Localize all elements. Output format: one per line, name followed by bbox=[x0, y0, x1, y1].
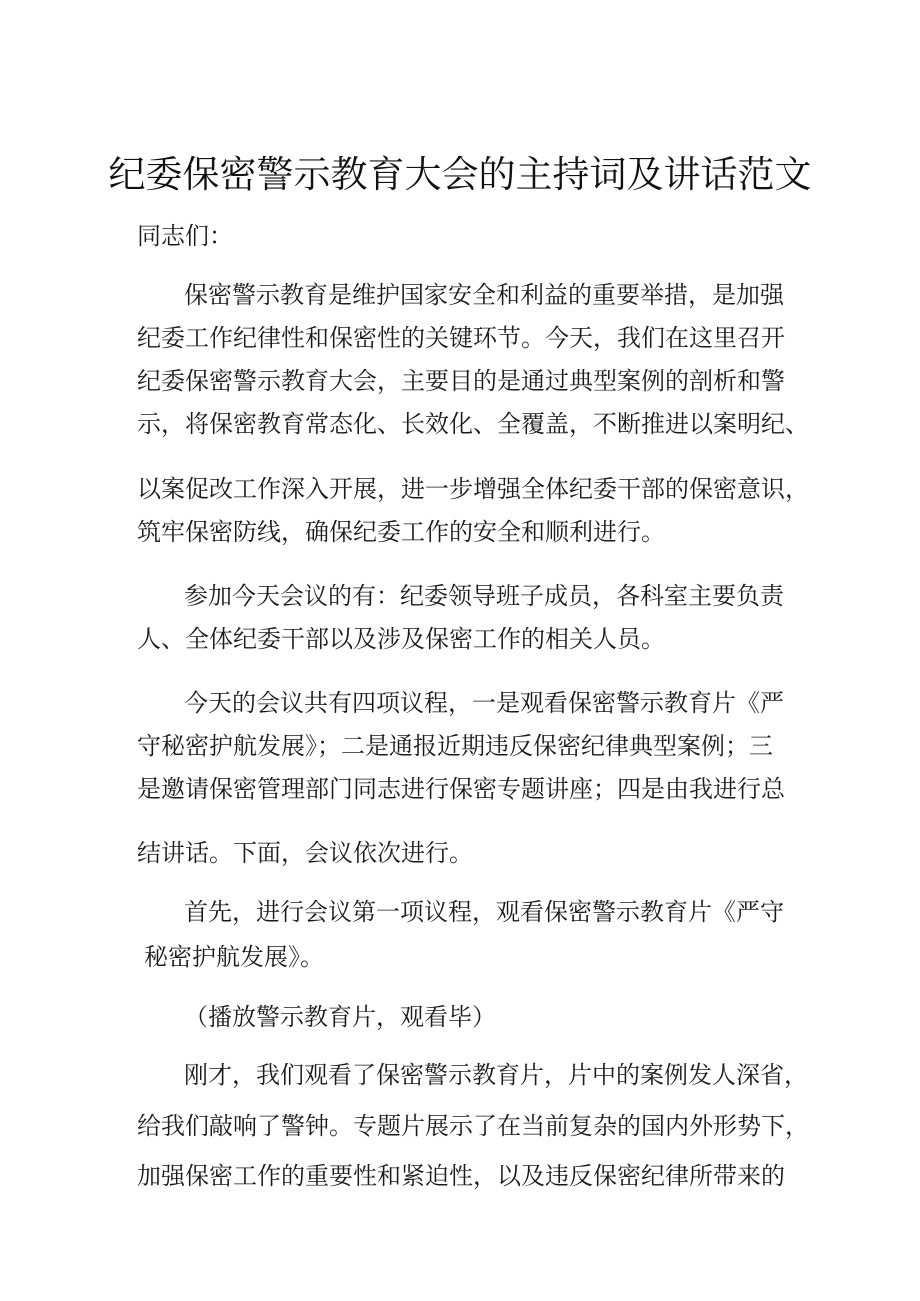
paragraph-line: （播放警示教育片，观看毕） bbox=[184, 1003, 496, 1031]
document-title: 纪委保密警示教育大会的主持词及讲话范文 bbox=[108, 153, 812, 196]
paragraph-line: 纪委保密警示教育大会，主要目的是通过典型案例的剖析和警 bbox=[137, 367, 785, 395]
paragraph-line: 示，将保密教育常态化、长效化、全覆盖，不断推进以案明纪、 bbox=[137, 410, 809, 438]
paragraph-line: 以案促改工作深入开展，进一步增强全体纪委干部的保密意识， bbox=[137, 475, 809, 503]
paragraph-line: 结讲话。下面，会议依次进行。 bbox=[137, 839, 473, 867]
paragraph-line: 加强保密工作的重要性和紧迫性，以及违反保密纪律所带来的 bbox=[137, 1162, 785, 1190]
salutation: 同志们： bbox=[137, 222, 233, 250]
paragraph-line: 给我们敲响了警钟。专题片展示了在当前复杂的国内外形势下， bbox=[137, 1112, 809, 1140]
paragraph-line: 是邀请保密管理部门同志进行保密专题讲座；四是由我进行总 bbox=[137, 775, 785, 803]
paragraph-line: 守秘密护航发展》；二是通报近期违反保密纪律典型案例；三 bbox=[137, 732, 773, 760]
paragraph-line: 今天的会议共有四项议程，一是观看保密警示教育片《严 bbox=[184, 689, 784, 717]
paragraph-line: 参加今天会议的有：纪委领导班子成员，各科室主要负责 bbox=[184, 582, 784, 610]
paragraph-line: 筑牢保密防线，确保纪委工作的安全和顺利进行。 bbox=[137, 518, 665, 546]
paragraph-line: 保密警示教育是维护国家安全和利益的重要举措，是加强 bbox=[184, 281, 784, 309]
paragraph-line: 首先，进行会议第一项议程，观看保密警示教育片《严守 bbox=[184, 898, 784, 926]
paragraph-line: 秘密护航发展》。 bbox=[144, 943, 324, 971]
paragraph-line: 人、全体纪委干部以及涉及保密工作的相关人员。 bbox=[137, 625, 665, 653]
paragraph-line: 刚才，我们观看了保密警示教育片，片中的案例发人深省， bbox=[184, 1061, 808, 1089]
paragraph-line: 纪委工作纪律性和保密性的关键环节。今天，我们在这里召开 bbox=[137, 324, 785, 352]
